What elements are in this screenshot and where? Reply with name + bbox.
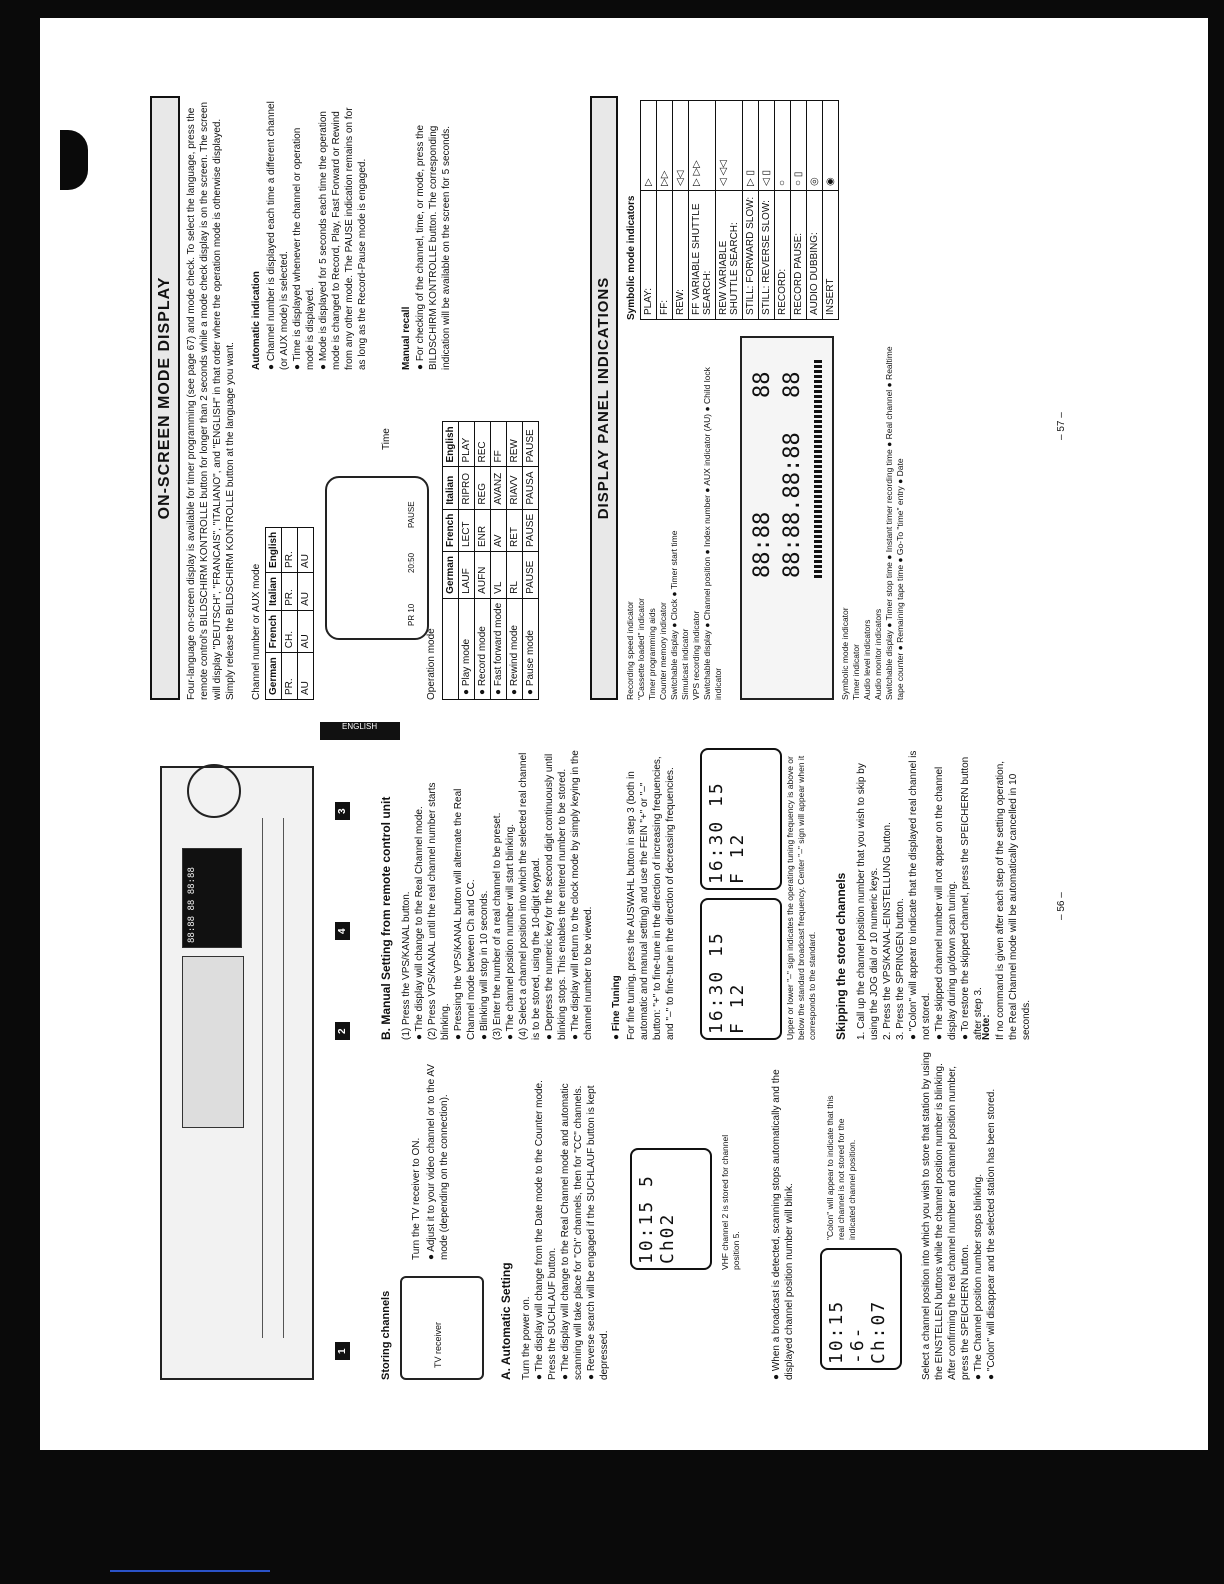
op-header: English — [443, 422, 459, 467]
op-cell: ● Record mode — [475, 598, 491, 699]
op-cell: RIPRO — [459, 467, 475, 509]
lcd-bottom: F 12 — [727, 832, 748, 884]
panel-digits-c: 88 — [750, 371, 775, 398]
sym-icon: ◁◁ — [673, 101, 689, 191]
dpi-label: Audio level indicators — [862, 619, 872, 700]
sym-icon: ○ ▯ — [791, 101, 807, 191]
sym-row — [673, 101, 689, 320]
op-cell: REC — [475, 422, 491, 467]
skip-step: 1. Call up the channel position number that you wish to skip by using the JOG dial or 10 numeric keys. — [856, 763, 880, 1040]
channel-cell: CH. — [282, 610, 298, 652]
dpi-label: Symbolic mode indicator — [840, 607, 850, 700]
sym-icon: ◉ — [823, 101, 839, 191]
op-cell: VL — [491, 552, 507, 599]
dpi-label: "Cassette loaded" indicator — [636, 598, 646, 700]
op-cell: ● Pause mode — [523, 598, 539, 699]
channel-cell: PR. — [282, 653, 298, 700]
vcr-display-window: 88:88 88 88:88 — [182, 848, 242, 948]
channel-cell: AU — [298, 610, 314, 652]
sym-row — [657, 101, 673, 320]
sym-label: INSERT — [823, 191, 839, 320]
tv-step-2: ● Adjust it to your video channel or to the AV mode (depending on the connection). — [426, 1064, 450, 1260]
english-tab — [320, 722, 400, 740]
op-cell: RET — [507, 509, 523, 551]
channel-header: Italian — [266, 572, 282, 610]
lcd1-caption: VHF channel 2 is stored for channel position 5. — [720, 1134, 741, 1270]
manual-steps — [400, 750, 595, 1040]
op-row — [507, 422, 523, 700]
note-text: If no command is given after each step of the setting operation, the Real Channel mode will be automatically cancelled in 10 seconds. — [995, 760, 1032, 1040]
manual-step: ● Blinking will stop in 10 seconds. — [479, 890, 490, 1040]
sym-row — [689, 101, 716, 320]
manual-step: ● Pressing the VPS/KANAL button will alternate the Real Channel mode between Ch and CC. — [453, 788, 477, 1040]
sym-title: Symbolic mode indicators — [626, 195, 637, 320]
manual-step: ● The channel position number will start blinking. — [505, 824, 516, 1040]
osd-intro: Four-language on-screen display is available for timer programming (see page 67) and mode check. To select the language, press the remote control's BILDSCHIRM KONTROLLE button for longer than 2 seconds while a mode check display is on the screen. The screen will display "DEUTSCH", "FRANCAIS", "ITALIANO", and "ENGLISH" in that order where the operation mode is otherwise displayed. Simply release the BILDSCHIRM KONTROLLE button at the language you want. — [186, 101, 236, 700]
note-title: Note: — [981, 1014, 992, 1040]
lcd-fine-tune-2 — [700, 748, 782, 890]
lcd-top: 16:30 15 — [706, 931, 727, 1034]
lcd-display-ch02 — [630, 1148, 712, 1270]
manual-step: (4) Select a channel position into which the selected real channel is to be stored, using the 10-digit keypad. — [518, 752, 542, 1040]
lcd-bottom: Ch02 — [657, 1212, 678, 1264]
channel-header: English — [266, 527, 282, 572]
op-row — [459, 422, 475, 700]
storing-title: Storing channels — [380, 1290, 392, 1380]
dpi-top-labels — [625, 340, 724, 700]
right-page — [80, 60, 1160, 700]
sym-row — [759, 101, 775, 320]
skip-steps — [855, 750, 985, 1040]
op-cell: ● Play mode — [459, 598, 475, 699]
callout-badge-1: 1 — [335, 1342, 350, 1360]
dpi-label: Timer programming aids — [647, 608, 657, 700]
rotated-manual-spread — [80, 40, 1160, 1440]
sym-label: STILL: FORWARD SLOW: — [743, 191, 759, 320]
callout-badge-3: 3 — [335, 802, 350, 820]
select-step: ● "Colon" will disappear and the selected station has been stored. — [986, 1088, 997, 1380]
sym-label: RECORD: — [775, 191, 791, 320]
lcd-bottom: Ch:07 — [868, 1299, 889, 1364]
manual-recall-text: ● For checking of the channel, time, or mode, press the BILDSCHIRM KONTROLLE button. The corresponding indication will be available on the screen for 5 seconds. — [415, 124, 452, 370]
channel-cell: PR. — [282, 527, 298, 572]
channel-cell: AU — [298, 527, 314, 572]
sym-row — [791, 101, 807, 320]
sym-icon: ◁ ▯ — [759, 101, 775, 191]
scan-color-line — [110, 1570, 270, 1572]
op-cell: REW — [507, 422, 523, 467]
screen-channel: PR 10 — [407, 603, 416, 626]
channel-header: German — [266, 653, 282, 700]
sym-label: REW: — [673, 191, 689, 320]
op-cell: RIAVV — [507, 467, 523, 509]
auto-step: Press the SUCHLAUF button. — [547, 1247, 558, 1380]
op-cell: FF — [491, 422, 507, 467]
lcd-fine-tune-1 — [700, 898, 782, 1040]
screen-time: 20:50 — [407, 552, 416, 573]
auto-step: ● Reverse search will be engaged if the SUCHLAUF button is kept depressed. — [586, 1085, 610, 1380]
left-page — [80, 722, 1160, 1440]
page-number-57: – 57 – — [1056, 412, 1067, 440]
auto-indication-list — [265, 100, 369, 370]
dpi-bottom-labels — [840, 340, 906, 700]
fine-tuning-text: For fine tuning, press the AUSWAHL button in step 3 (both in automatic and manual setting) and use the FEIN "+" or "–" button: "+" to fine-tune in the direction of increasing frequencies, and "–" to fine-tune in the direction of decreasing frequencies. — [626, 756, 676, 1040]
sym-row — [641, 101, 657, 320]
manual-step: ● Depress the numeric key for the second digit continuously until blinking stops. This enables the entered number to be stored. — [544, 753, 568, 1040]
osd-title: ON-SCREEN MODE DISPLAY — [150, 96, 180, 700]
sym-icon: ◎ — [807, 101, 823, 191]
channel-table — [265, 527, 314, 700]
page-number-56: – 56 – — [1056, 892, 1067, 920]
callout-badge-4: 4 — [335, 922, 350, 940]
tv-step-1: Turn the TV receiver to ON. — [411, 1137, 422, 1260]
dpi-label: Simulcast indicator — [680, 628, 690, 700]
channel-cell: AU — [298, 572, 314, 610]
op-cell: AUFN — [475, 552, 491, 599]
skip-step: ● "Colon" will appear to indicate that the displayed real channel is not stored. — [908, 750, 932, 1040]
auto-setting-title: A. Automatic Setting — [499, 1262, 513, 1380]
sym-icon: ▷▷ — [657, 101, 673, 191]
jog-dial — [187, 764, 241, 818]
lcd-top: 16:30 15 — [706, 781, 727, 884]
op-cell: ● Rewind mode — [507, 598, 523, 699]
op-cell: ● Fast forward mode — [491, 598, 507, 699]
broadcast-note: ● When a broadcast is detected, scanning stops automatically and the displayed channel position number will blink. — [771, 1069, 795, 1380]
op-cell: REG — [475, 467, 491, 509]
op-cell: PAUSE — [523, 509, 539, 551]
sym-row — [807, 101, 823, 320]
skip-title: Skipping the stored channels — [834, 872, 848, 1040]
vcr-button-row — [262, 818, 284, 1338]
op-cell: AV — [491, 509, 507, 551]
fine-tuning-title: ● Fine Tuning — [611, 975, 622, 1040]
dpi-label: Switchable display ● Clock ● Timer start time — [669, 530, 679, 700]
auto-step: Turn the power on. — [521, 1296, 532, 1380]
sym-icon: ◁ ◁◁ — [716, 101, 743, 191]
time-label: Time — [381, 428, 392, 450]
op-header: German — [443, 552, 459, 599]
op-cell: RL — [507, 552, 523, 599]
audio-level-bar — [814, 358, 822, 578]
op-row — [475, 422, 491, 700]
channel-cell: PR. — [282, 572, 298, 610]
op-header: Italian — [443, 467, 459, 509]
op-cell: LAUF — [459, 552, 475, 599]
channel-cell: AU — [298, 653, 314, 700]
fine-tuning-caption: Upper or lower "–" sign indicates the operating tuning frequency is above or below the standard broadcast frequency. Center "–" sign will appear when it corresponds to the standard. — [785, 755, 817, 1040]
cassette-slot — [182, 956, 244, 1128]
operation-table — [442, 421, 539, 700]
sym-label: AUDIO DUBBING: — [807, 191, 823, 320]
manual-step: (2) Press VPS/KANAL until the real channel number starts blinking. — [427, 782, 451, 1040]
sym-label: STILL: REVERSE SLOW: — [759, 191, 775, 320]
skip-step: 2. Press the VPS/KANAL-EINSTELLUNG button. — [882, 822, 893, 1040]
callout-badge-2: 2 — [335, 1022, 350, 1040]
lcd2-caption: "Colon" will appear to indicate that this real channel is not stored for the indicated channel position. — [825, 1095, 857, 1240]
sym-row — [823, 101, 839, 320]
sym-table — [640, 100, 839, 320]
op-cell: LECT — [459, 509, 475, 551]
manual-step: ● The display will return to the clock mode by simply keying in the channel number to be viewed. — [570, 750, 594, 1040]
op-cell: PAUSE — [523, 552, 539, 599]
op-cell: PLAY — [459, 422, 475, 467]
sym-label: FF VARIABLE SHUTTLE SEARCH: — [689, 191, 716, 320]
manual-step: ● The display will change to the Real Channel mode. — [414, 806, 425, 1040]
panel-digits-b: 88:88.88:88 — [780, 432, 805, 578]
dpi-label: Timer indicator — [851, 644, 861, 700]
tv-screen-illustration — [325, 476, 429, 640]
dpi-label: Audio monitor indicators — [873, 608, 883, 700]
sym-icon: ▷ ▷▷ — [689, 101, 716, 191]
dpi-title: DISPLAY PANEL INDICATIONS — [590, 96, 618, 700]
sym-row — [716, 101, 743, 320]
dpi-label: Counter memory indicator — [658, 602, 668, 700]
dpi-label: VPS recording indicator — [691, 610, 701, 700]
screen-mode: PAUSE — [407, 501, 416, 528]
scan-border-right — [1208, 18, 1224, 1450]
sym-label: PLAY: — [641, 191, 657, 320]
op-cell: AVANZ — [491, 467, 507, 509]
lcd-display-ch07 — [820, 1248, 902, 1370]
tv-receiver-illustration — [400, 1276, 484, 1380]
sym-row — [775, 101, 791, 320]
scan-border-top — [0, 0, 1224, 18]
select-step: Select a channel position into which you wish to store that station by using the EINSTELLEN buttons while the channel position number is blinking. — [921, 1052, 945, 1380]
manual-step: (1) Press the VPS/KANAL button. — [401, 891, 412, 1040]
skip-step: ● The skipped channel number will not appear on the channel display during up/down scan tuning. — [934, 766, 958, 1040]
sym-icon: ▷ — [641, 101, 657, 191]
skip-step: ● To restore the skipped channel, press the SPEICHERN button after step 3. — [960, 756, 984, 1040]
op-header — [443, 598, 459, 699]
sym-icon: ○ — [775, 101, 791, 191]
sym-row — [743, 101, 759, 320]
dpi-label: Switchable display ● Channel position ● Index number ● AUX indicator (AU) ● Child lock indicator — [702, 367, 723, 700]
op-row — [491, 422, 507, 700]
dpi-label: Switchable display ● Timer stop time ● Instant timer recording time ● Real channel ● Realtime tape counter ● Remaining tape time ● Go-To "time" entry ● Date — [884, 346, 905, 700]
scan-border-left — [0, 0, 40, 1584]
sym-icon: ▷ ▯ — [743, 101, 759, 191]
auto-ind-item: ● Mode is displayed for 5 seconds each time the operation mode is changed to Record, Play, Fast Forward or Rewind from any other mode. The PAUSE indication remains on for as long as the Record-Pause mode is engaged. — [318, 107, 368, 370]
select-step: ● The Channel position number stops blinking. — [973, 1174, 984, 1380]
manual-recall-title: Manual recall — [401, 306, 412, 370]
op-row — [523, 422, 539, 700]
dpi-label: Recording speed indicator — [625, 601, 635, 700]
op-cell: ENR — [475, 509, 491, 551]
panel-digits-a: 88:88 — [750, 511, 775, 578]
tv-receiver-label: TV receiver — [433, 1321, 443, 1368]
english-tab-label: ENGLISH — [342, 722, 378, 731]
skip-step: 3. Press the SPRINGEN button. — [895, 898, 906, 1040]
operation-label: Operation mode — [426, 628, 437, 700]
sym-label: FF: — [657, 191, 673, 320]
front-panel-display — [740, 336, 834, 700]
auto-ind-item: ● Channel number is displayed each time a different channel (or AUX mode) is selected. — [266, 101, 290, 370]
op-header: French — [443, 509, 459, 551]
manual-setting-title: B. Manual Setting from remote control unit — [379, 796, 393, 1040]
vcr-front-illustration — [160, 766, 314, 1380]
auto-steps — [520, 1050, 611, 1380]
sym-label: RECORD PAUSE: — [791, 191, 807, 320]
lcd-top: 10:15 -6- — [826, 1299, 868, 1364]
lcd-top: 10:15 5 — [636, 1174, 657, 1264]
op-cell: PAUSE — [523, 422, 539, 467]
scan-border-bottom — [0, 1450, 1224, 1584]
lcd-bottom: F 12 — [727, 982, 748, 1034]
channel-label: Channel number or AUX mode — [251, 563, 262, 700]
select-step: After confirming the real channel number and channel position number, press the SPEICHERN button. — [947, 1065, 971, 1380]
panel-digits-d: 88 — [780, 371, 805, 398]
select-steps — [920, 1050, 998, 1380]
sym-label: REW VARIABLE SHUTTLE SEARCH: — [716, 191, 743, 320]
auto-step: ● The display will change from the Date mode to the Counter mode. — [534, 1080, 545, 1380]
channel-header: French — [266, 610, 282, 652]
auto-indication-title: Automatic indication — [251, 271, 262, 370]
manual-step: (3) Enter the number of a real channel to be preset. — [492, 812, 503, 1040]
auto-ind-item: ● Time is displayed whenever the channel or operation mode is displayed. — [292, 127, 316, 370]
auto-step: ● The display will change to the Real Channel mode and automatic scanning will take place for "Ch" channels, then for "CC" channels. — [560, 1083, 584, 1380]
op-cell: PAUSA — [523, 467, 539, 509]
